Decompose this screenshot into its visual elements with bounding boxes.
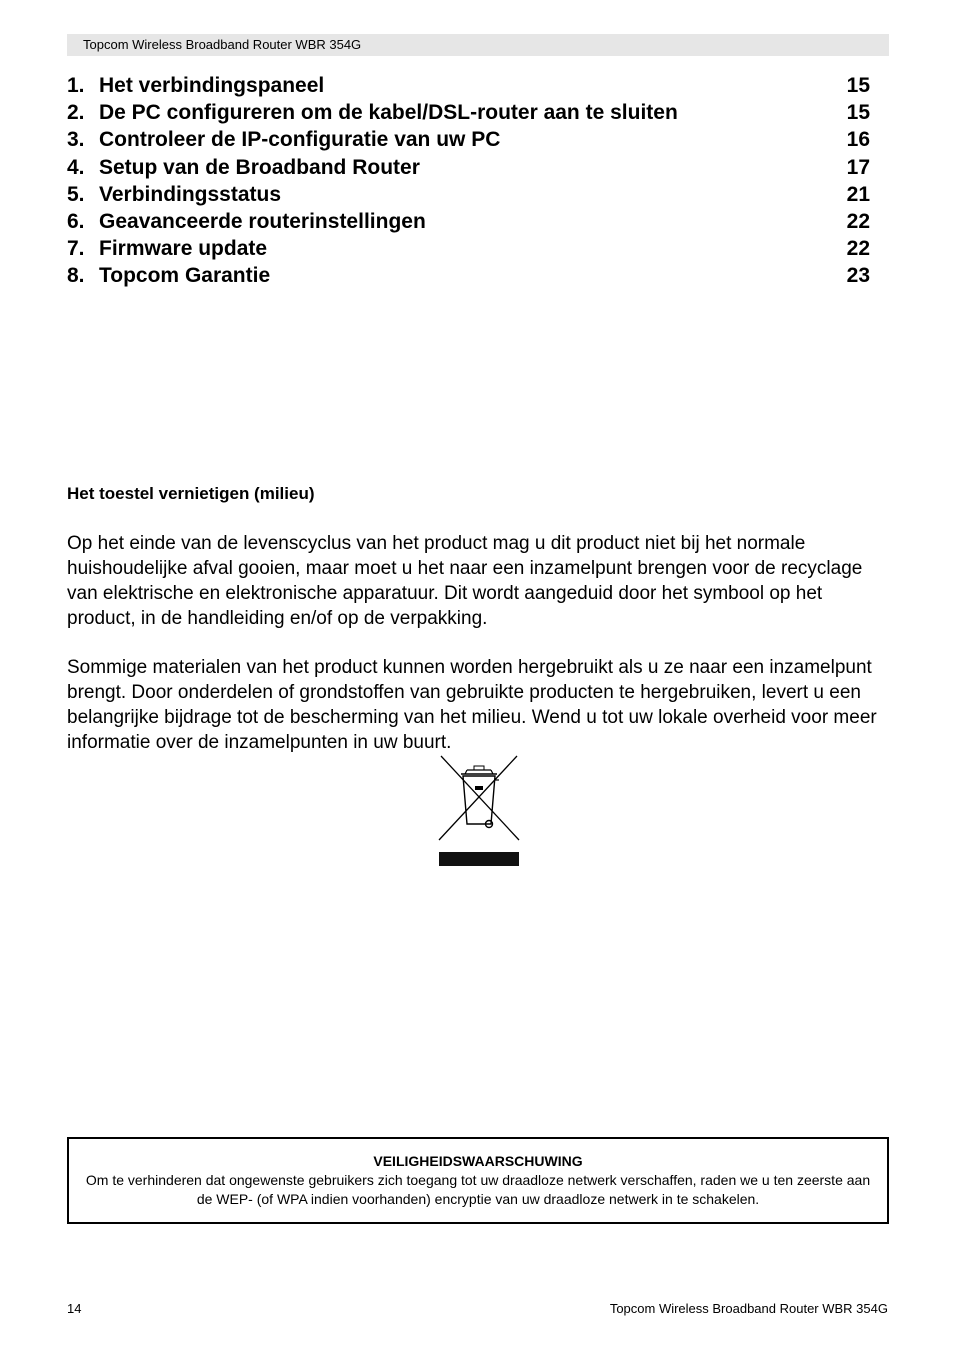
toc-item-title: De PC configureren om de kabel/DSL-router aan te sluiten <box>99 101 678 125</box>
footer-page-number: 14 <box>67 1301 82 1316</box>
toc-item[interactable] <box>67 262 870 289</box>
toc-item[interactable] <box>67 181 870 208</box>
security-warning-text: Om te verhinderen dat ongewenste gebruikers zich toegang tot uw draadloze netwerk verschaffen, raden we u ten zeerste aan de WEP- (of WPA indien voorhanden) encryptie van uw draadloze netwerk in te schakelen. <box>85 1172 871 1207</box>
toc-item-title: Het verbindingspaneel <box>99 74 325 97</box>
toc-item-title: Controleer de IP-configuratie van uw PC <box>99 128 501 152</box>
toc-item-number: 3. <box>67 128 85 152</box>
toc-item[interactable] <box>67 72 870 99</box>
security-warning-box <box>67 1137 889 1224</box>
toc-item-title: Setup van de Broadband Router <box>99 155 420 179</box>
toc-item[interactable] <box>67 208 870 235</box>
disposal-paragraph-1: Op het einde van de levenscyclus van het product mag u dit product niet bij het normale huishoudelijke afval gooien, maar moet u het naar een inzamelpunt brengen voor de recyclage van elektrische en elektronische apparatuur. Dit wordt aangeduid door het symbool op het product, in de handleiding en/of op de verpakking. <box>67 533 863 629</box>
toc-item-title: Geavanceerde routerinstellingen <box>99 209 426 233</box>
toc-item-number: 8. <box>67 264 85 288</box>
toc-item-page: 21 <box>846 182 870 206</box>
toc-item[interactable] <box>67 126 870 153</box>
table-of-contents <box>67 72 870 290</box>
toc-item-number: 6. <box>67 209 85 233</box>
toc-item-number: 1. <box>67 74 85 97</box>
toc-item[interactable] <box>67 99 870 126</box>
toc-item-title: Verbindingsstatus <box>99 182 282 206</box>
toc-item-page: 23 <box>846 264 870 288</box>
security-warning-title: VEILIGHEIDSWAARSCHUWING <box>373 1153 583 1169</box>
toc-item-title: Topcom Garantie <box>99 264 271 288</box>
toc-item-page: 16 <box>846 128 870 152</box>
toc-item-number: 2. <box>67 101 85 125</box>
toc-item-page: 17 <box>846 155 870 179</box>
toc-item-page: 15 <box>846 74 870 97</box>
toc-item-page: 22 <box>846 209 870 233</box>
running-header <box>67 34 889 56</box>
toc-item-number: 5. <box>67 182 85 206</box>
toc-item[interactable] <box>67 235 870 262</box>
footer-title: Topcom Wireless Broadband Router WBR 354G <box>609 1301 888 1316</box>
crossed-out-wheelie-bin-icon <box>437 754 521 868</box>
toc-item-page: 22 <box>846 237 870 261</box>
running-header-title: Topcom Wireless Broadband Router WBR 354G <box>83 37 362 52</box>
toc-item-title: Firmware update <box>99 237 268 261</box>
toc-item[interactable] <box>67 154 870 181</box>
toc-item-page: 15 <box>846 101 870 125</box>
disposal-paragraph-2: Sommige materialen van het product kunnen worden hergebruikt als u ze naar een inzamelpunt brengt. Door onderdelen of grondstoffen van gebruikte producten te hergebruiken, levert u een belangrijke bijdrage tot de bescherming van het milieu. Wend u tot uw lokale overheid voor meer informatie over de inzamelpunten in uw buurt. <box>67 657 877 753</box>
toc-item-number: 7. <box>67 237 85 261</box>
toc-item-number: 4. <box>67 155 85 179</box>
disposal-heading: Het toestel vernietigen (milieu) <box>67 484 315 503</box>
